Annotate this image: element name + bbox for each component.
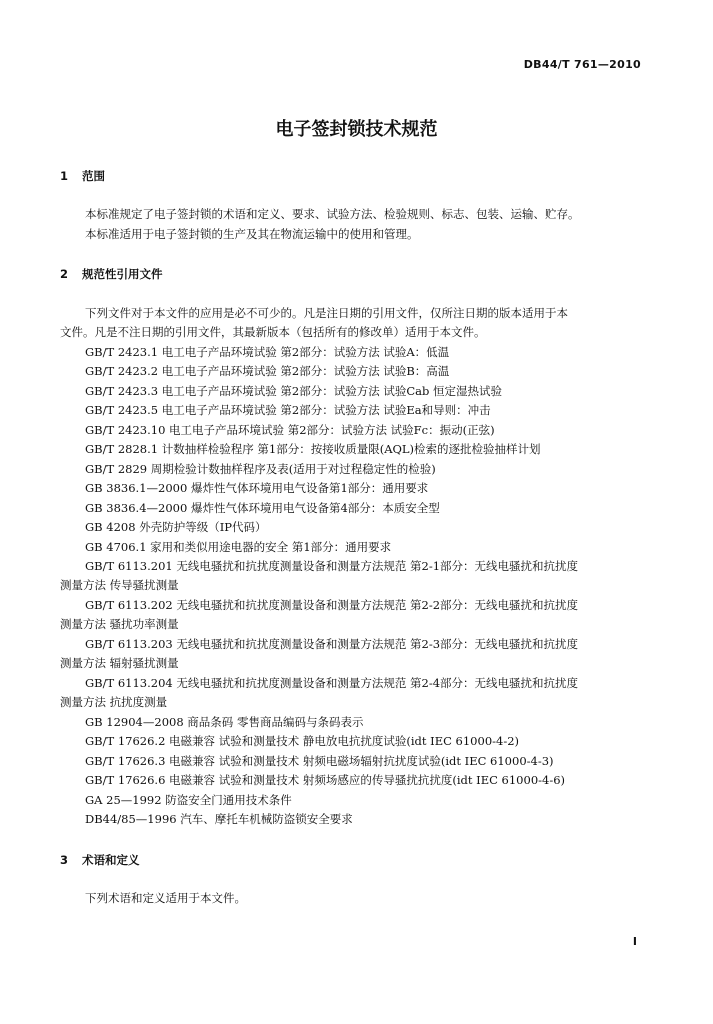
reference-item: DB44/85—1996 汽车、摩托车机械防盗锁安全要求 [85,812,353,826]
reference-item: GB 4706.1 家用和类似用途电器的安全 第1部分：通用要求 [85,540,392,554]
reference-item: GB/T 6113.204 无线电骚扰和抗扰度测量设备和测量方法规范 第2-4部分：无线电骚扰和抗扰度 [85,676,579,690]
section-title: 术语和定义 [82,853,140,867]
reference-item-continuation: 测量方法 骚扰功率测量 [60,617,179,631]
paragraph: 下列文件对于本文件的应用是必不可少的。凡是注日期的引用文件，仅所注日期的版本适用于本 [85,306,568,320]
reference-item: GB/T 6113.202 无线电骚扰和抗扰度测量设备和测量方法规范 第2-2部分：无线电骚扰和抗扰度 [85,598,579,612]
document-title: 电子签封锁技术规范 [275,119,438,140]
reference-item: GB/T 6113.203 无线电骚扰和抗扰度测量设备和测量方法规范 第2-3部分：无线电骚扰和抗扰度 [85,637,579,651]
document-id: DB44/T 761—2010 [523,58,641,71]
section-3-heading [60,852,140,868]
reference-item: GB/T 17626.3 电磁兼容 试验和测量技术 射频电磁场辐射抗扰度试验(idt IEC 61000-4-3) [85,754,554,768]
section-number: 1 [60,169,69,183]
reference-item: GB/T 2828.1 计数抽样检验程序 第1部分：按接收质量限(AQL)检索的逐批检验抽样计划 [85,442,541,456]
reference-item: GB/T 2423.3 电工电子产品环境试验 第2部分：试验方法 试验Cab 恒定湿热试验 [85,384,503,398]
section-title: 规范性引用文件 [82,267,163,281]
page-number: I [632,935,637,948]
reference-item: GB/T 2423.5 电工电子产品环境试验 第2部分：试验方法 试验Ea和导则：冲击 [85,403,491,417]
section-number: 3 [60,853,69,867]
paragraph: 本标准适用于电子签封锁的生产及其在物流运输中的使用和管理。 [85,227,419,241]
reference-item: GB/T 2829 周期检验计数抽样程序及表(适用于对过程稳定性的检验) [85,462,436,476]
paragraph-continuation: 文件。凡是不注日期的引用文件，其最新版本（包括所有的修改单）适用于本文件。 [60,325,486,339]
section-number: 2 [60,267,69,281]
paragraph: 下列术语和定义适用于本文件。 [85,891,246,905]
section-title: 范围 [82,169,105,183]
reference-item-continuation: 测量方法 辐射骚扰测量 [60,656,179,670]
reference-item: GB/T 2423.1 电工电子产品环境试验 第2部分：试验方法 试验A：低温 [85,345,450,359]
reference-item: GA 25—1992 防盗安全门通用技术条件 [85,793,292,807]
reference-item: GB 12904—2008 商品条码 零售商品编码与条码表示 [85,715,364,729]
reference-item: GB 3836.1—2000 爆炸性气体环境用电气设备第1部分：通用要求 [85,481,429,495]
reference-item: GB/T 2423.10 电工电子产品环境试验 第2部分：试验方法 试验Fc：振动(正弦) [85,423,495,437]
paragraph: 本标准规定了电子签封锁的术语和定义、要求、试验方法、检验规则、标志、包装、运输、贮存。 [85,207,580,221]
reference-item-continuation: 测量方法 抗扰度测量 [60,695,168,709]
reference-item: GB/T 17626.2 电磁兼容 试验和测量技术 静电放电抗扰度试验(idt IEC 61000-4-2) [85,734,520,748]
section-1-heading [60,168,105,184]
reference-item: GB/T 6113.201 无线电骚扰和抗扰度测量设备和测量方法规范 第2-1部分：无线电骚扰和抗扰度 [85,559,579,573]
reference-item: GB/T 2423.2 电工电子产品环境试验 第2部分：试验方法 试验B：高温 [85,364,450,378]
reference-item: GB 3836.4—2000 爆炸性气体环境用电气设备第4部分：本质安全型 [85,501,440,515]
reference-item: GB/T 17626.6 电磁兼容 试验和测量技术 射频场感应的传导骚扰抗扰度(idt IEC 61000-4-6) [85,773,566,787]
section-2-heading [60,266,163,282]
reference-item: GB 4208 外壳防护等级（IP代码） [85,520,267,534]
reference-item-continuation: 测量方法 传导骚扰测量 [60,578,179,592]
